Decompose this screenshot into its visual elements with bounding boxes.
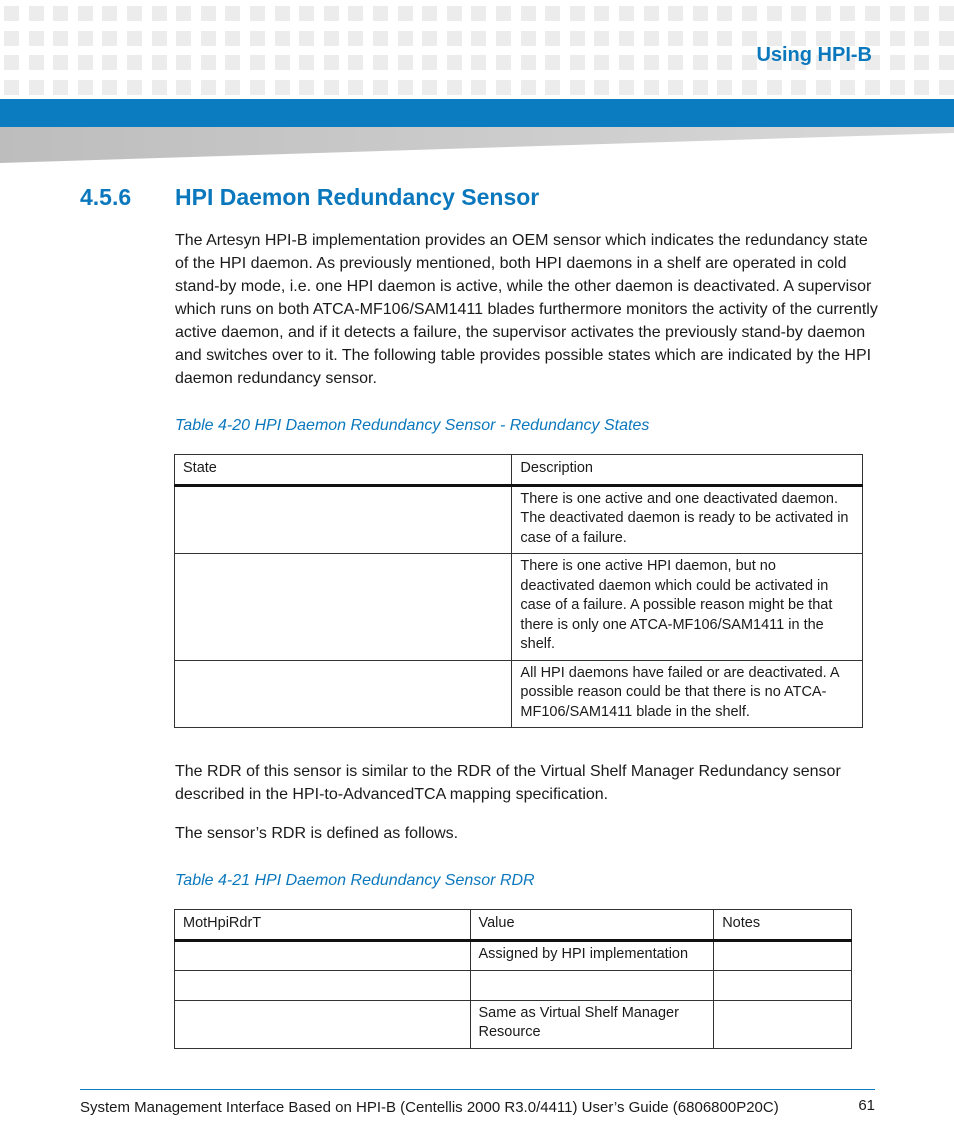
header-dot (78, 6, 93, 21)
header-dot (4, 6, 19, 21)
header-dot (742, 6, 757, 21)
header-dot (78, 55, 93, 70)
header-dot (742, 80, 757, 95)
page-number: 61 (858, 1097, 875, 1114)
rdr-notes-cell (714, 970, 852, 1000)
header-dot (4, 31, 19, 46)
rdr-field-cell (175, 940, 471, 970)
header-dot (668, 80, 683, 95)
header-dot (840, 80, 855, 95)
header-dot (201, 31, 216, 46)
header-dot (545, 80, 560, 95)
header-dot (914, 31, 929, 46)
header-dot (398, 55, 413, 70)
header-dot (939, 6, 954, 21)
header-dot (742, 55, 757, 70)
header-dot (299, 55, 314, 70)
header-dot (373, 6, 388, 21)
header-dot (299, 31, 314, 46)
table-row (175, 1000, 852, 1048)
header-dot (373, 55, 388, 70)
header-dot (299, 6, 314, 21)
header-dot (250, 6, 265, 21)
header-dot (890, 31, 905, 46)
header-dot (250, 80, 265, 95)
header-dot (373, 31, 388, 46)
header-dot (890, 55, 905, 70)
header-dot (594, 6, 609, 21)
header-dot (496, 80, 511, 95)
header-dot (348, 80, 363, 95)
header-dot (717, 6, 732, 21)
header-dot (619, 55, 634, 70)
header-dot (275, 31, 290, 46)
header-dot (840, 6, 855, 21)
header-dot (201, 55, 216, 70)
header-dot (693, 55, 708, 70)
header-dot (471, 31, 486, 46)
header-dot (816, 80, 831, 95)
header-dot (570, 31, 585, 46)
sensor-rdr-table (174, 909, 852, 1049)
header-dot (890, 80, 905, 95)
header-dot (324, 31, 339, 46)
header-dot (398, 80, 413, 95)
header-dot (127, 6, 142, 21)
header-dot (644, 6, 659, 21)
header-dot (865, 6, 880, 21)
header-dot (668, 31, 683, 46)
table2-caption: Table 4-21 HPI Daemon Redundancy Sensor RDR (175, 872, 535, 889)
header-dot (324, 80, 339, 95)
description-cell: There is one active HPI daemon, but no deactivated daemon which could be activated in case of a failure. A possible reason might be that there is only one ATCA-MF106/SAM1411 in the shelf. (512, 554, 863, 661)
header-dot (4, 55, 19, 70)
rdr-notes-cell (714, 1000, 852, 1048)
redundancy-states-table (174, 454, 863, 728)
footer-rule (80, 1089, 875, 1090)
table-header-cell: Description (512, 455, 863, 486)
header-dot (939, 80, 954, 95)
header-dot (398, 6, 413, 21)
header-dot (447, 6, 462, 21)
header-dot (594, 80, 609, 95)
header-dot (4, 80, 19, 95)
table-row (175, 970, 852, 1000)
header-dot (816, 6, 831, 21)
header-dot (619, 6, 634, 21)
header-dot (373, 80, 388, 95)
rdr-value-cell: Assigned by HPI implementation (470, 940, 714, 970)
header-dot (717, 31, 732, 46)
header-dot (78, 31, 93, 46)
header-dot (422, 6, 437, 21)
header-dot (275, 80, 290, 95)
header-dot (422, 80, 437, 95)
header-dot (767, 80, 782, 95)
header-dot (78, 80, 93, 95)
header-dot (102, 6, 117, 21)
header-dot (102, 80, 117, 95)
header-dot (53, 6, 68, 21)
header-dot (53, 80, 68, 95)
header-dot (275, 55, 290, 70)
header-dot (176, 31, 191, 46)
header-dot (545, 55, 560, 70)
header-dot (521, 31, 536, 46)
header-dot (521, 55, 536, 70)
header-dot (53, 31, 68, 46)
header-dot (29, 6, 44, 21)
table-header-cell: Value (470, 910, 714, 941)
header-dot (201, 80, 216, 95)
header-dot (668, 6, 683, 21)
table-header-row (175, 455, 863, 486)
header-dot (422, 55, 437, 70)
header-dot (496, 31, 511, 46)
header-dot (348, 6, 363, 21)
header-dot (29, 55, 44, 70)
rdr-similar-paragraph: The RDR of this sensor is similar to the RDR of the Virtual Shelf Manager Redundancy sensor described in the HPI-to-AdvancedTCA mapping specification. (175, 763, 841, 803)
header-dot (570, 80, 585, 95)
header-dot (29, 80, 44, 95)
header-dot (225, 31, 240, 46)
header-dot (152, 80, 167, 95)
header-dot (521, 6, 536, 21)
header-dot (644, 80, 659, 95)
header-dot (914, 55, 929, 70)
section-title: HPI Daemon Redundancy Sensor (175, 184, 540, 210)
header-dot (348, 31, 363, 46)
header-dot (767, 6, 782, 21)
rdr-defined-paragraph: The sensor’s RDR is defined as follows. (175, 825, 459, 842)
header-dot (53, 55, 68, 70)
header-dot (471, 55, 486, 70)
header-dot (570, 6, 585, 21)
table1-caption: Table 4-20 HPI Daemon Redundancy Sensor - Redundancy States (175, 417, 650, 434)
header-dot (225, 6, 240, 21)
header-dot (619, 80, 634, 95)
header-dot (176, 6, 191, 21)
state-cell (175, 660, 512, 728)
header-dot (619, 31, 634, 46)
table-row (175, 554, 863, 661)
rdr-value-cell (470, 970, 714, 1000)
header-dot (939, 31, 954, 46)
header-dot (152, 6, 167, 21)
header-dot (447, 31, 462, 46)
header-dot (717, 55, 732, 70)
footer-document-title: System Management Interface Based on HPI-B (Centellis 2000 R3.0/4411) User’s Guide (6806800P20C) (80, 1099, 779, 1116)
header-dot (422, 31, 437, 46)
header-dot (644, 55, 659, 70)
header-dot (127, 55, 142, 70)
header-dot (693, 31, 708, 46)
header-dot (102, 31, 117, 46)
header-blue-band (0, 99, 954, 127)
header-dot (127, 31, 142, 46)
header-dot (299, 80, 314, 95)
header-dot (447, 55, 462, 70)
table-header-cell: State (175, 455, 512, 486)
header-dot (250, 55, 265, 70)
header-grey-wedge (0, 127, 954, 163)
header-dot (275, 6, 290, 21)
header-dot (447, 80, 462, 95)
table-row (175, 660, 863, 728)
header-dot (225, 55, 240, 70)
description-cell: All HPI daemons have failed or are deactivated. A possible reason could be that there is no ATCA-MF106/SAM1411 blade in the shelf. (512, 660, 863, 728)
header-dot (865, 80, 880, 95)
header-dot (471, 80, 486, 95)
header-dot (668, 55, 683, 70)
header-dot (176, 55, 191, 70)
header-dot (791, 80, 806, 95)
header-dot (545, 6, 560, 21)
header-dot (471, 6, 486, 21)
table-header-cell: Notes (714, 910, 852, 941)
state-cell (175, 554, 512, 661)
header-dot (496, 55, 511, 70)
header-dot (521, 80, 536, 95)
header-dot (717, 80, 732, 95)
header-dot (348, 55, 363, 70)
description-cell: There is one active and one deactivated daemon. The deactivated daemon is ready to be activated in case of a failure. (512, 485, 863, 554)
table-header-row (175, 910, 852, 941)
header-dot (570, 55, 585, 70)
header-dot (890, 6, 905, 21)
header-dot (324, 55, 339, 70)
header-dot (250, 31, 265, 46)
header-dot (644, 31, 659, 46)
rdr-value-cell: Same as Virtual Shelf Manager Resource (470, 1000, 714, 1048)
header-dot (939, 55, 954, 70)
header-dot (693, 6, 708, 21)
rdr-notes-cell (714, 940, 852, 970)
header-dot (545, 31, 560, 46)
header-dot (225, 80, 240, 95)
header-dot (102, 55, 117, 70)
header-dot (742, 31, 757, 46)
table-header-cell: MotHpiRdrT (175, 910, 471, 941)
header-dot (594, 55, 609, 70)
header-dot (324, 6, 339, 21)
header-dot (152, 55, 167, 70)
section-number: 4.5.6 (80, 184, 132, 210)
header-dot (152, 31, 167, 46)
chapter-header-title: Using HPI-B (756, 44, 872, 66)
header-dot (29, 31, 44, 46)
state-cell (175, 485, 512, 554)
header-dot (496, 6, 511, 21)
header-dot (791, 6, 806, 21)
header-dot (594, 31, 609, 46)
header-dot (693, 80, 708, 95)
rdr-field-cell (175, 1000, 471, 1048)
table-row (175, 485, 863, 554)
header-dot (914, 6, 929, 21)
header-dot (398, 31, 413, 46)
intro-paragraph: The Artesyn HPI-B implementation provides an OEM sensor which indicates the redundancy state of the HPI daemon. As previously mentioned, both HPI daemons in a shelf are operated in cold stand-by mode, i.e. one HPI daemon is active, while the other daemon is deactivated. A supervisor which runs on both ATCA-MF106/SAM1411 blades furthermore monitors the activity of the currently active daemon, and if it detects a failure, the supervisor activates the previously stand-by daemon and switches over to it. The following table provides possible states which are indicated by the HPI daemon redundancy sensor. (175, 232, 878, 387)
header-dot (914, 80, 929, 95)
rdr-field-cell (175, 970, 471, 1000)
table-row (175, 940, 852, 970)
header-dot (201, 6, 216, 21)
header-dot (127, 80, 142, 95)
header-dot (176, 80, 191, 95)
